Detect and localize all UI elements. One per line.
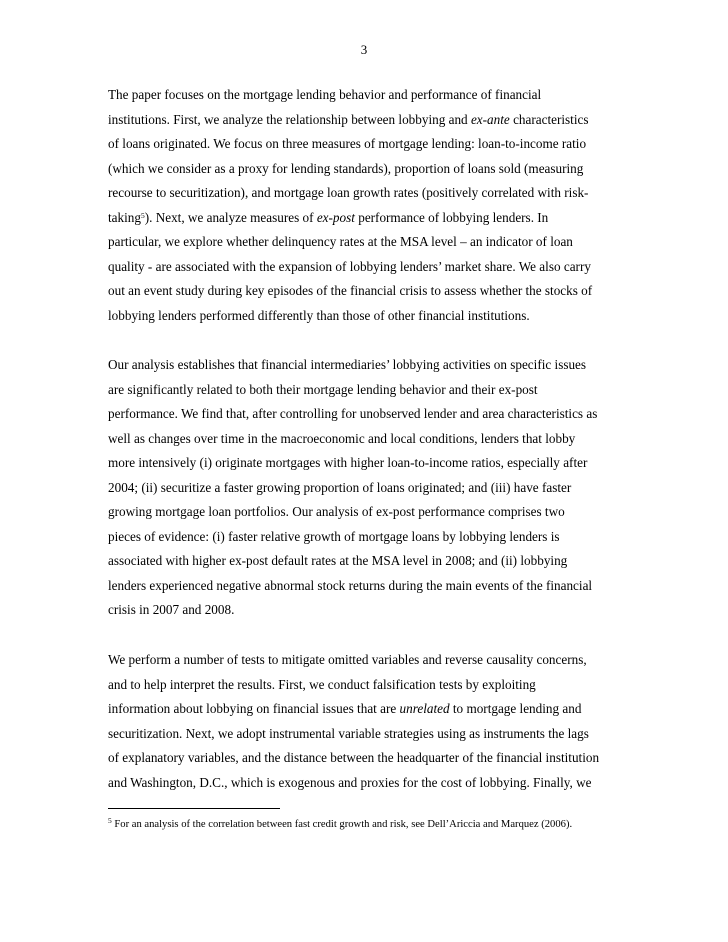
italic-term: unrelated [399,701,450,716]
text-line: quality - are associated with the expansion of lobbying lenders’ market share. We also carry [108,258,591,274]
text-line: well as changes over time in the macroeconomic and local conditions, lenders that lobby [108,430,576,446]
text-line: lobbying lenders performed differently than those of other financial institutions. [108,307,530,323]
text-line: more intensively (i) originate mortgages with higher loan-to-income ratios, especially after [108,455,588,470]
paragraph-3 [108,648,648,795]
text-run: institutions. First, we analyze the relationship between lobbying and [108,111,471,127]
text-line: We perform a number of tests to mitigate omitted variables and reverse causality concerns, [108,652,587,667]
text-line: The paper focuses on the mortgage lending behavior and performance of financial [108,87,542,102]
text-line: recourse to securitization), and mortgage loan growth rates (positively correlated with risk- [108,185,589,200]
text-run: performance of lobbying lenders. In [354,209,549,225]
text-line: particular, we explore whether delinquency rates at the MSA level – an indicator of loan [108,234,573,249]
italic-term: ex-post [316,209,355,225]
page-number: 3 [360,42,368,57]
footnote-reference: 5 [140,210,145,220]
text-line: lenders experienced negative abnormal stock returns during the main events of the financial [108,577,593,593]
text-line: crisis in 2007 and 2008. [108,602,235,617]
italic-term: ex-ante [470,111,510,127]
paragraph-1 [108,83,648,328]
text-run: to mortgage lending and [449,701,582,716]
footnote-text: For an analysis of the correlation between fast credit growth and risk, see Dell’Ariccia and Marquez (2006). [111,819,573,830]
text-line: pieces of evidence: (i) faster relative growth of mortgage loans by lobbying lenders is [108,528,560,544]
footnote [108,818,668,832]
text-line: securitization. Next, we adopt instrumental variable strategies using as instruments the lags [108,725,589,741]
text-line: of explanatory variables, and the distance between the headquarter of the financial institution [108,750,600,765]
text-line: performance. We find that, after controlling for unobserved lender and area characteristics as [108,406,598,421]
text-line: out an event study during key episodes of the financial crisis to assess whether the stocks of [108,283,593,298]
text-run: taking [108,209,141,225]
text-line [108,206,648,231]
text-line: and to help interpret the results. First, we conduct falsification tests by exploiting [108,676,536,692]
text-line: 2004; (ii) securitize a faster growing proportion of loans originated; and (iii) have faster [108,479,572,495]
footnote-separator [108,808,280,809]
text-line: (which we consider as a proxy for lending standards), proportion of loans sold (measuring [108,160,584,176]
text-run: information about lobbying on financial issues that are [108,701,400,716]
text-line: Our analysis establishes that financial intermediaries’ lobbying activities on specific issues [108,357,587,372]
text-line: growing mortgage loan portfolios. Our analysis of ex-post performance comprises two [108,504,565,519]
paragraph-2 [108,353,648,623]
text-line: and Washington, D.C., which is exogenous and proxies for the cost of lobbying. Finally, we [108,774,592,790]
text-line: associated with higher ex-post default rates at the MSA level in 2008; and (ii) lobbying [108,553,568,568]
text-line [108,697,648,722]
text-line: of loans originated. We focus on three measures of mortgage lending: loan-to-income ratio [108,136,587,151]
footnote-marker: 5 [108,816,112,825]
text-run: characteristics [509,111,589,127]
text-line: are significantly related to both their mortgage lending behavior and their ex-post [108,381,538,397]
text-run: ). Next, we analyze measures of [144,209,317,225]
text-line [108,108,648,133]
